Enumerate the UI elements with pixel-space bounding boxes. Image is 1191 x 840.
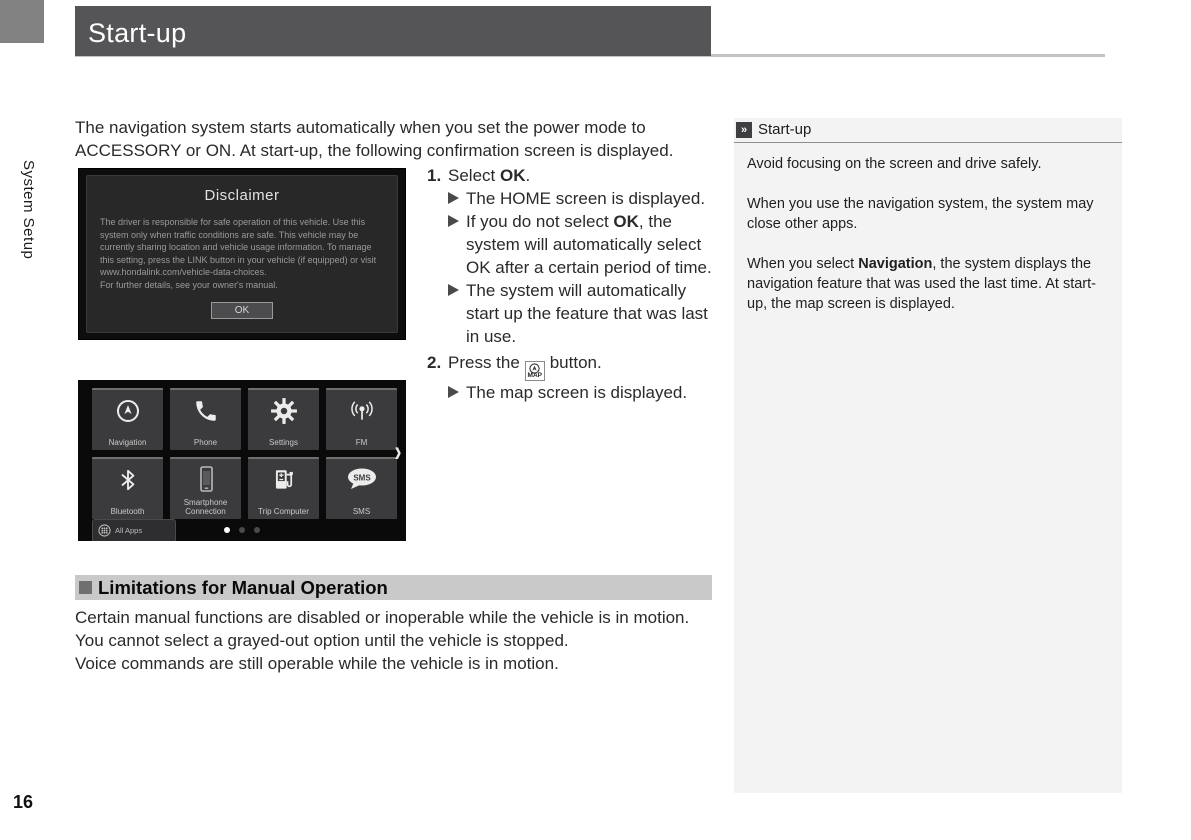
page-dot	[254, 527, 260, 533]
tile-phone[interactable]: Phone	[170, 388, 241, 450]
disclaimer-screenshot	[78, 168, 406, 340]
step2-result-1: The map screen is displayed.	[448, 381, 719, 404]
fuel-pump-icon	[248, 463, 319, 497]
tile-bluetooth[interactable]: Bluetooth	[92, 457, 163, 519]
tile-fm[interactable]: FM	[326, 388, 397, 450]
step-1: 1. Select OK. The HOME screen is displayed. If you do not select OK, the system will automatically select OK after a certain period of time. The system will automatically start up the feature that was last in use.	[427, 164, 719, 348]
bluetooth-icon	[92, 463, 163, 497]
navigation-icon	[92, 394, 163, 428]
section-tab-marker	[0, 0, 44, 43]
disclaimer-panel	[86, 175, 398, 333]
tile-settings[interactable]: Settings	[248, 388, 319, 450]
result-arrow-icon	[448, 386, 459, 398]
sidebar-note-box	[734, 118, 1122, 793]
page-title: Start-up	[88, 18, 187, 48]
page-dot-active	[224, 527, 230, 533]
home-screen-screenshot	[78, 380, 406, 541]
next-page-chevron-icon[interactable]: ›	[394, 435, 402, 468]
step1-result-1: The HOME screen is displayed.	[448, 187, 719, 210]
result-arrow-icon	[448, 192, 459, 204]
svg-text:SMS: SMS	[352, 473, 371, 483]
tile-trip-computer[interactable]: Trip Computer	[248, 457, 319, 519]
step1-result-3: The system will automatically start up the feature that was last in use.	[448, 279, 719, 348]
note-paragraph: When you use the navigation system, the system may close other apps.	[747, 196, 1094, 232]
tile-smartphone-connection[interactable]: Smartphone Connection	[170, 457, 241, 519]
note-header	[734, 118, 1122, 143]
page-header	[75, 6, 711, 56]
map-button-icon: MAP	[525, 361, 545, 381]
tile-sms[interactable]: SMS SMS	[326, 457, 397, 519]
tile-navigation[interactable]: Navigation	[92, 388, 163, 450]
step-2: 2. Press the MAP button. The map screen is displayed.	[427, 351, 719, 404]
smartphone-icon	[170, 463, 241, 497]
limitations-heading: Limitations for Manual Operation	[75, 575, 712, 600]
phone-icon	[170, 394, 241, 428]
note-chevrons-icon: »	[736, 122, 752, 138]
result-arrow-icon	[448, 215, 459, 227]
instruction-steps	[427, 164, 719, 404]
intro-paragraph: The navigation system starts automatically when you set the power mode to ACCESSORY or ON. At start-up, the following confirmation screen is displayed.	[75, 118, 674, 160]
fm-radio-icon	[326, 394, 397, 428]
page-indicator-dots	[78, 527, 406, 533]
result-arrow-icon	[448, 284, 459, 296]
page-dot	[239, 527, 245, 533]
note-paragraph: When you select Navigation, the system displays the navigation feature that was used the last time. At start-up, the map screen is displayed.	[747, 256, 1096, 312]
disclaimer-title: Disclaimer	[204, 187, 280, 204]
all-apps-button[interactable]: All Apps	[92, 519, 176, 541]
page-number: 16	[13, 792, 34, 812]
heading-square-icon	[79, 581, 92, 594]
disclaimer-body: The driver is responsible for safe operation of this vehicle. Use this system only when traffic conditions are safe. This vehicle may be currently sharing location and vehicle usage information. To manage this setting, press the LINK button in your vehicle (if equipped) or visit www.hondalink.com/vehicle-data-choices. For further details, see your owner's manual.	[100, 217, 377, 290]
note-body	[734, 143, 1122, 345]
step1-result-2: If you do not select OK, the system will automatically select OK after a certain period of time.	[448, 210, 719, 279]
ok-button[interactable]: OK	[211, 302, 273, 319]
section-tab-label: System Setup	[20, 160, 37, 260]
sms-bubble-icon	[326, 463, 397, 497]
note-paragraph: Avoid focusing on the screen and drive safely.	[747, 156, 1042, 172]
limitations-body: Certain manual functions are disabled or inoperable while the vehicle is in motion. You cannot select a grayed-out option until the vehicle is stopped. Voice commands are still operable while the vehicle is in motion.	[75, 608, 690, 673]
settings-gear-icon	[248, 394, 319, 428]
note-header-label: Start-up	[758, 121, 812, 138]
